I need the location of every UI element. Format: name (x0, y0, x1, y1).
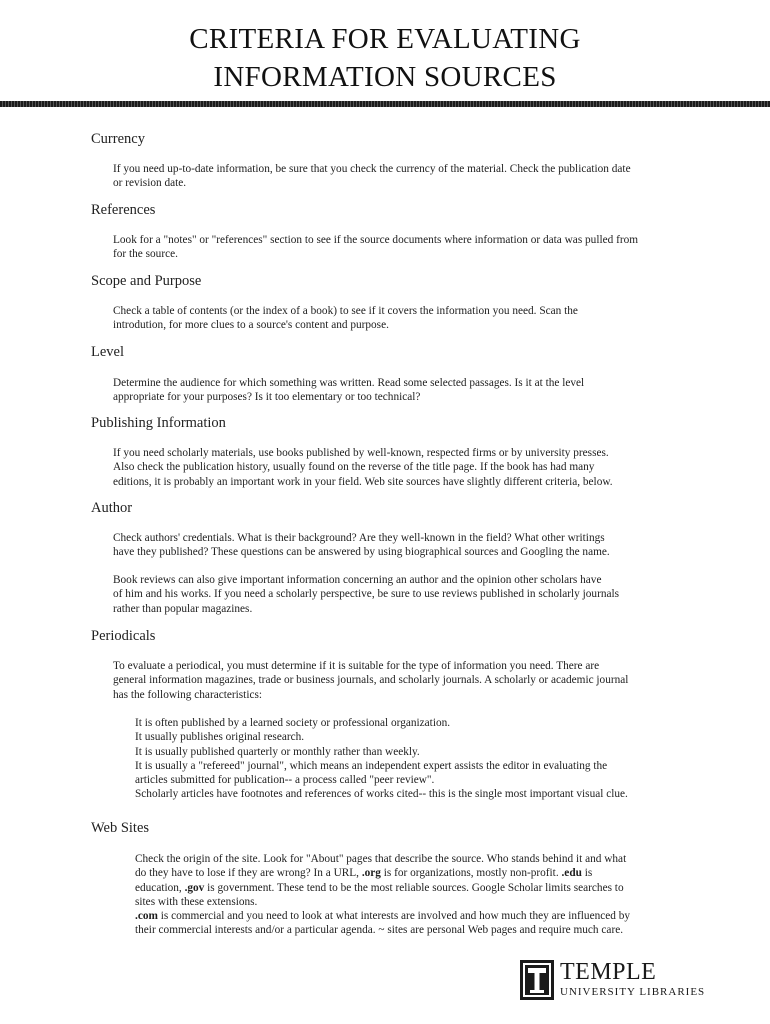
text-line: Look for a "notes" or "references" section to see if the source documents where information or data was pulled from (113, 234, 639, 246)
list-item: It usually publishes original research. (135, 731, 305, 744)
title-line-1: CRITERIA FOR EVALUATING (189, 23, 581, 55)
text-line: rather than popular magazines. (113, 602, 253, 615)
com-extension: .com (135, 910, 158, 923)
text-run: education, (135, 881, 185, 894)
title-rule (0, 101, 770, 107)
text-line: or revision date. (113, 177, 187, 190)
list-item: articles submitted for publication-- a process called "peer review". (135, 774, 435, 787)
text-line (135, 881, 630, 895)
heading-scope-and-purpose: Scope and Purpose (91, 273, 202, 289)
temple-t-logo-icon (520, 960, 554, 1000)
paragraph-references (113, 233, 638, 262)
text-line (135, 909, 630, 923)
text-line: If you need up-to-date information, be sure that you check the currency of the material. Check the publication date (113, 163, 631, 175)
text-line: Check authors' credentials. What is their background? Are they well-known in the field? What other writings (113, 532, 605, 544)
text-line: editions, it is probably an important work in your field. Web site sources have slightly different criteria, below. (113, 475, 613, 488)
text-line: If you need scholarly materials, use books published by well-known, respected firms or by university presses. (113, 447, 609, 459)
paragraph-author-credentials (113, 531, 610, 560)
gov-extension: .gov (184, 881, 205, 894)
text-line: for the source. (113, 248, 178, 261)
paragraph-currency (113, 162, 631, 191)
paragraph-level (113, 376, 584, 405)
paragraph-periodicals-intro (113, 659, 628, 702)
text-line: sites with these extensions. (135, 895, 258, 908)
text-line: introdution, for more clues to a source's content and purpose. (113, 319, 389, 332)
text-line: has the following characteristics: (113, 688, 263, 701)
text-line: Also check the publication history, usually found on the reverse of the title page. If the book has had many (113, 461, 595, 474)
org-extension: .org (361, 867, 381, 880)
list-item: It is usually a "refereed" journal", which means an independent expert assists the editor in evaluating the (135, 759, 608, 772)
list-item: It is often published by a learned society or professional organization. (135, 717, 451, 729)
heading-publishing-information: Publishing Information (91, 415, 226, 431)
heading-periodicals: Periodicals (91, 628, 156, 644)
text-line: Book reviews can also give important information concerning an author and the opinion other scholars have (113, 574, 602, 586)
text-run: is (581, 867, 593, 880)
temple-university-libraries-logo (520, 960, 710, 1002)
text-line: their commercial interests and/or a particular agenda. ~ sites are personal Web pages and require much care. (135, 924, 624, 937)
list-item: Scholarly articles have footnotes and references of works cited-- this is the single most important visual clue. (135, 788, 628, 801)
heading-level: Level (91, 344, 125, 360)
heading-currency: Currency (91, 131, 145, 147)
text-run: is for organizations, mostly non-profit. (380, 867, 562, 880)
paragraph-web-sites (135, 852, 630, 938)
text-line: Check a table of contents (or the index of a book) to see if it covers the information you need. Scan the (113, 305, 578, 317)
text-line (135, 866, 630, 880)
list-scholarly-characteristics (135, 716, 628, 802)
text-line: of him and his works. If you need a scholarly perspective, be sure to use reviews published in scholarly journals (113, 588, 620, 601)
text-run: do they have to lose if they are wrong? In a URL, (135, 867, 362, 880)
text-line: have they published? These questions can be answered by using biographical sources and Googling the name. (113, 546, 610, 559)
heading-references: References (91, 202, 156, 218)
text-line: appropriate for your purposes? Is it too elementary or too technical? (113, 391, 421, 404)
text-run: is commercial and you need to look at what interests are involved and how much they are influenced by (157, 910, 631, 923)
title-line-2: INFORMATION SOURCES (213, 61, 557, 93)
text-run: is government. These tend to be the most reliable sources. Google Scholar limits searches to (204, 881, 624, 894)
paragraph-publishing-information (113, 446, 613, 489)
text-line: To evaluate a periodical, you must determine if it is suitable for the type of information you need. There are (113, 660, 600, 672)
logo-wordmark: TEMPLE (560, 959, 657, 985)
edu-extension: .edu (561, 867, 582, 880)
heading-web-sites: Web Sites (91, 820, 150, 836)
text-line: Determine the audience for which something was written. Read some selected passages. Is it at the level (113, 377, 585, 389)
document-title (0, 20, 770, 96)
paragraph-author-reviews (113, 573, 619, 616)
text-line: Check the origin of the site. Look for "About" pages that describe the source. Who stands behind it and what (135, 853, 627, 865)
list-item: It is usually published quarterly or monthly rather than weekly. (135, 745, 420, 758)
heading-author: Author (91, 500, 133, 516)
text-line: general information magazines, trade or business journals, and scholarly journals. A scholarly or academic journal (113, 674, 629, 687)
paragraph-scope-and-purpose (113, 304, 578, 333)
logo-subtitle: UNIVERSITY LIBRARIES (560, 986, 706, 998)
